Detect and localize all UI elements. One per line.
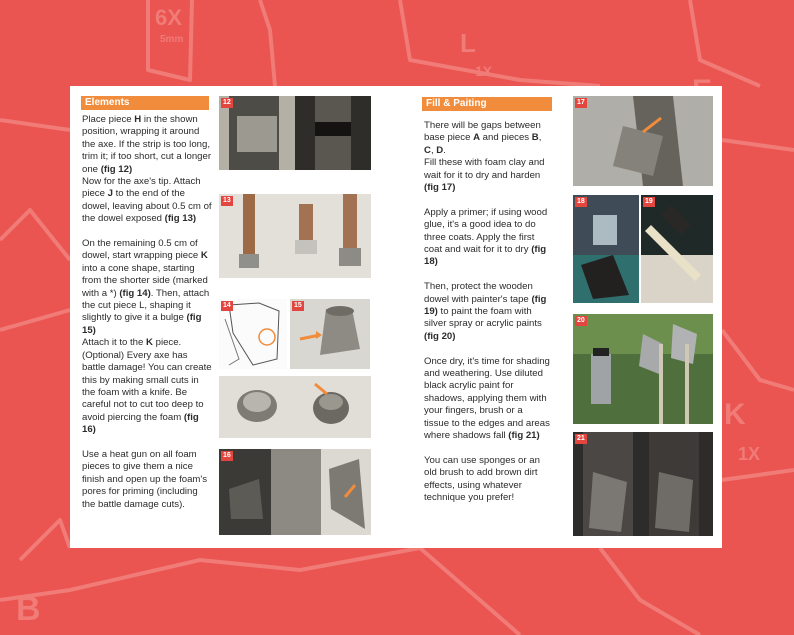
instruction-page: [70, 86, 722, 548]
figure-21: [573, 432, 713, 536]
figure-16-detail: [219, 376, 371, 438]
figure-number: 15: [294, 302, 302, 309]
figure-16: [219, 449, 371, 535]
instruction-paragraph: On the remaining 0.5 cm of dowel, start wrapping piece K into a cone shape, starting from the shorter side (marked with a *) (fig 14). Then, attach the cut piece L, shaping it slightly to give it a bulge (fig 15) Attach it to the K piece. (Optional) Every axe has battle damage! You can create this by making small cuts in the foam with a knife. Be careful not to cut too deep to avoid piercing the foam (fig 16): [82, 238, 212, 436]
instruction-paragraph: Once dry, it's time for shading and weathering. Use diluted black acrylic paint for shadows, applying them with your fingers, brush or a tissue to the edges and areas where shadows fall (fig 21): [424, 355, 550, 442]
figure-number: 16: [223, 452, 231, 459]
figure-12: [219, 96, 371, 170]
figure-number: 21: [577, 435, 585, 442]
instruction-paragraph: There will be gaps between base piece A and pieces B, C, D. Fill these with foam clay and wait for it to dry and harden (fig 17): [424, 120, 545, 194]
figure-number: 18: [577, 198, 585, 205]
figure-19: [641, 195, 713, 303]
figure-14: [219, 299, 287, 369]
instruction-paragraph: Use a heat gun on all foam pieces to give them a nice finish and open up the foam's pores for priming (including the battle damage cuts).: [82, 448, 208, 510]
figure-number: 19: [645, 198, 653, 205]
pattern-label: 6X: [155, 5, 182, 30]
pattern-label: 1X: [475, 63, 493, 79]
pattern-label: K: [724, 398, 746, 431]
instruction-paragraph: Then, protect the wooden dowel with painter's tape (fig 19) to paint the foam with silver spray or acrylic paints (fig 20): [424, 281, 547, 342]
instruction-paragraph: Place piece H in the shown position, wrapping it around the axe. If the strip is too long, trim it; if too short, cut a longer one (fig 12) Now for the axe's tip. Attach piece J to the end of the dowel, leaving about 0.5 cm of the dowel exposed (fig 13): [82, 114, 212, 225]
pattern-label: B: [16, 590, 41, 628]
figure-17: [573, 96, 713, 186]
fill-painting-instructions: [424, 120, 550, 517]
figure-number: 13: [223, 197, 231, 204]
figure-13: [219, 194, 371, 278]
figure-number: 17: [577, 99, 585, 106]
pattern-label: L: [460, 28, 476, 58]
section-header-fill-painting: Fill & Paiting: [422, 97, 552, 111]
pattern-label: 5mm: [160, 34, 184, 45]
figure-number: 20: [577, 317, 585, 324]
figure-18: [573, 195, 639, 303]
figure-20: [573, 314, 713, 424]
elements-instructions: [82, 114, 212, 523]
instruction-paragraph: You can use sponges or an old brush to add brown dirt effects, using whatever technique you prefer!: [424, 454, 540, 504]
pattern-label: 1X: [738, 444, 761, 464]
section-header-elements: Elements: [81, 96, 209, 110]
instruction-paragraph: Apply a primer; if using wood glue, it's a good idea to do three coats. Apply the first coat and wait for it to dry (fig 18): [424, 206, 548, 268]
figure-number: 14: [223, 302, 231, 309]
figure-number: 12: [223, 99, 231, 106]
figure-15: [290, 299, 370, 369]
